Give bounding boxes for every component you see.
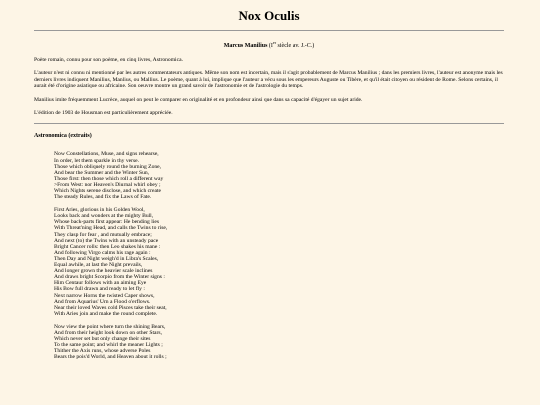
author-dates-rest: siècle av. J.-C.) [276,43,315,49]
title-divider [34,30,504,31]
poem-line: Those first: then those which roll a different way [54,175,164,182]
page-content [34,0,504,367]
poem-line: Equal awhile, at last the Night prevails, [54,262,143,269]
poem-line: His Bow full drawn and ready to let fly : [54,286,145,293]
poem-stanza [54,151,504,200]
poem-line: With Threat'ning Head, and calls the Twins to rise, [54,225,168,232]
poem-line: Whose back-parts first appear: He bending lies [54,219,160,226]
poem-line: And draws bright Scorpio from the Winter signs : [54,274,165,281]
poem-line: Which Nights serene disclose, and which create [54,188,162,194]
poem-line: And from Aquarius' Urn a Flood o'erflows. [54,298,151,305]
poem-line: They clasp for fear , and mutually embrace; [54,231,152,238]
poem-line: Which never set but only change their sites [54,336,151,343]
poem-line: First Aries, glorious in his Golden Wool, [54,207,145,214]
poem-line: Thither the Axis runs, whose adverse Poles [54,348,151,355]
poem-line: Him Centaur follows with an aiming Eye [54,280,147,287]
site-title: Nox Oculis [238,8,300,23]
edition-paragraph: L'édition de 1903 de Housman est particulièrement appréciée. [34,110,173,117]
poem-line: And longer grown the heavier scale inclines [54,268,153,275]
poem-extract [34,151,504,360]
poem-line: The steady Rules, and fix the Laws of Fate. [54,194,152,201]
poem-stanza [54,207,504,317]
poem-line: Now Constellations, Muse, and signs rehearse, [54,151,159,158]
poem-line: And from their height look down on other Stars, [54,329,162,336]
author-heading [34,40,504,49]
bio-paragraph: L'auteur n'est ni connu ni mentionné par les autres commentateurs antiques. Même son nom est incertain, mais il s'agit probablement de Marcus Manilius ; dans les premiers livres, l'auteur est anonyme mais les derniers livres indiquent Manilius, Manlius, ou Mallius. Le poème, quant à lui, implique que l'auteur a vécu sous les empereurs Auguste ou Tibère, et qu'il était citoyen ou résident de Rome. Selons certains, il aurait été d'origine asiatique ou africaine. Son oeuvre montre un grand savoir de l'astronomie et de l'astrologie du temps. [34,70,503,90]
author-century: I [270,43,273,49]
poem-line: Those which obliquely round the burning Zone, [54,163,162,170]
intro-paragraph: Poète romain, connu pour son poème, en cinq livres, Astronomica. [34,57,183,63]
poem-line: Bright Cancer rolls: then Leo shakes his mane : [54,243,161,250]
poem-line: Now view the point where turn the shining Bears, [54,323,166,330]
author-century-sup: er [272,40,277,45]
poem-line: And following Virgo calms his rage again : [54,249,151,256]
poem-line: In order, let them sparkle in thy verse. [54,157,140,164]
poem-line: >From West: nor Heaven's Diurnal whirl obey ; [54,181,161,188]
poem-line: Near their loved Waves cold Pisces take their seat, [54,304,167,311]
poem-line: Looks back and wonders at the mighty Bull, [54,213,154,220]
poem-stanza [54,324,504,361]
poem-line: And bear the Summer and the Winter Sun, [54,169,150,176]
section-title: Astronomica (extraits) [34,133,92,140]
style-paragraph: Manilius imite fréquemment Lucrèce, auquel on peut le comparer en originalité et en profondeur ainsi que dans sa capacité d'égayer un sujet aride. [34,96,363,103]
poem-line: Bears the pois'd World, and Heaven about it rolls ; [54,354,167,361]
section-divider [34,123,504,124]
poem-line: And next (to) the Twins with an unsteady pace [54,237,159,244]
poem-line: Then Day and Night weigh'd in Libra's Scales, [54,255,159,262]
author-name: Marcus Manilius [223,43,268,49]
author-dates: (Ier siècle av. J.-C.) [268,40,315,49]
poem-line: To the same point; and whirl the meaner Lights ; [54,342,163,349]
poem-line: With Aries join and make the round complete. [54,310,158,317]
poem-line: Next narrow Horns the twisted Caper shows, [54,292,155,299]
